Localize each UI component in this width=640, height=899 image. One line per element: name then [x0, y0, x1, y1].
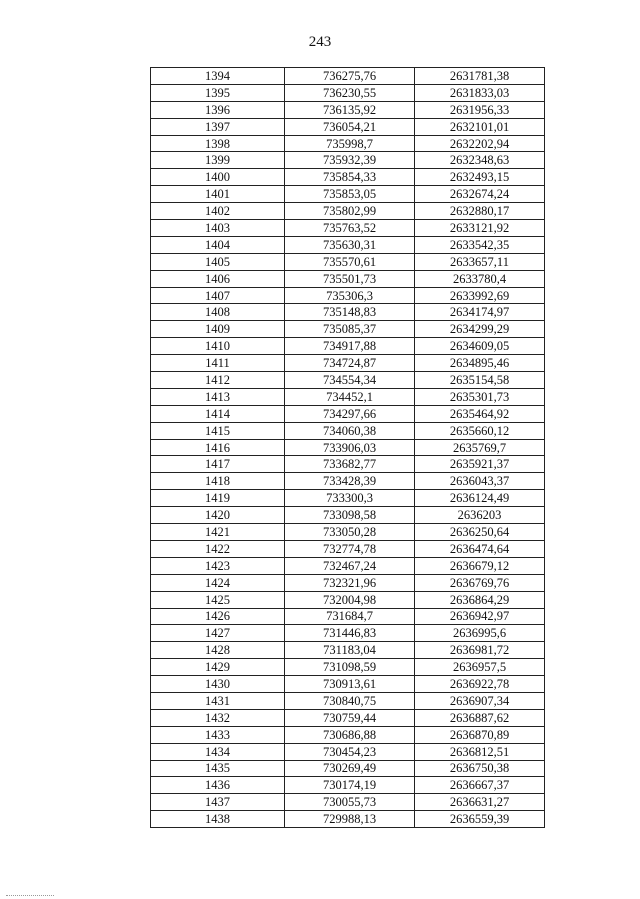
x-coordinate-cell: 735148,83 [285, 304, 415, 321]
y-coordinate-cell: 2636631,27 [415, 794, 545, 811]
y-coordinate-cell: 2632101,01 [415, 118, 545, 135]
y-coordinate-cell: 2635154,58 [415, 372, 545, 389]
point-number-cell: 1414 [151, 405, 285, 422]
x-coordinate-cell: 733906,03 [285, 439, 415, 456]
y-coordinate-cell: 2635301,73 [415, 388, 545, 405]
table-row [151, 388, 545, 405]
footer-mark [6, 895, 54, 897]
coordinates-table-body [151, 68, 545, 828]
table-row [151, 101, 545, 118]
point-number-cell: 1415 [151, 422, 285, 439]
coordinates-table [150, 67, 545, 828]
x-coordinate-cell: 735763,52 [285, 220, 415, 237]
y-coordinate-cell: 2632674,24 [415, 186, 545, 203]
x-coordinate-cell: 730840,75 [285, 692, 415, 709]
y-coordinate-cell: 2633121,92 [415, 220, 545, 237]
y-coordinate-cell: 2635921,37 [415, 456, 545, 473]
y-coordinate-cell: 2634609,05 [415, 338, 545, 355]
point-number-cell: 1411 [151, 355, 285, 372]
point-number-cell: 1402 [151, 203, 285, 220]
table-row [151, 625, 545, 642]
point-number-cell: 1401 [151, 186, 285, 203]
x-coordinate-cell: 732004,98 [285, 591, 415, 608]
point-number-cell: 1396 [151, 101, 285, 118]
table-row [151, 270, 545, 287]
point-number-cell: 1427 [151, 625, 285, 642]
point-number-cell: 1407 [151, 287, 285, 304]
point-number-cell: 1399 [151, 152, 285, 169]
y-coordinate-cell: 2633992,69 [415, 287, 545, 304]
point-number-cell: 1430 [151, 676, 285, 693]
y-coordinate-cell: 2636907,34 [415, 692, 545, 709]
x-coordinate-cell: 731183,04 [285, 642, 415, 659]
x-coordinate-cell: 735085,37 [285, 321, 415, 338]
y-coordinate-cell: 2632880,17 [415, 203, 545, 220]
x-coordinate-cell: 730759,44 [285, 709, 415, 726]
point-number-cell: 1435 [151, 760, 285, 777]
y-coordinate-cell: 2636667,37 [415, 777, 545, 794]
point-number-cell: 1436 [151, 777, 285, 794]
point-number-cell: 1422 [151, 540, 285, 557]
x-coordinate-cell: 735630,31 [285, 236, 415, 253]
y-coordinate-cell: 2636870,89 [415, 726, 545, 743]
y-coordinate-cell: 2636474,64 [415, 540, 545, 557]
table-row [151, 169, 545, 186]
x-coordinate-cell: 732467,24 [285, 557, 415, 574]
table-row [151, 642, 545, 659]
table-row [151, 135, 545, 152]
y-coordinate-cell: 2632493,15 [415, 169, 545, 186]
y-coordinate-cell: 2636750,38 [415, 760, 545, 777]
point-number-cell: 1423 [151, 557, 285, 574]
point-number-cell: 1432 [151, 709, 285, 726]
table-row [151, 760, 545, 777]
y-coordinate-cell: 2636942,97 [415, 608, 545, 625]
x-coordinate-cell: 734554,34 [285, 372, 415, 389]
y-coordinate-cell: 2636957,5 [415, 659, 545, 676]
x-coordinate-cell: 736054,21 [285, 118, 415, 135]
point-number-cell: 1421 [151, 524, 285, 541]
table-row [151, 726, 545, 743]
table-row [151, 473, 545, 490]
table-row [151, 524, 545, 541]
point-number-cell: 1395 [151, 84, 285, 101]
page-number: 243 [308, 34, 332, 50]
x-coordinate-cell: 735501,73 [285, 270, 415, 287]
table-row [151, 236, 545, 253]
point-number-cell: 1410 [151, 338, 285, 355]
table-row [151, 608, 545, 625]
y-coordinate-cell: 2631956,33 [415, 101, 545, 118]
point-number-cell: 1408 [151, 304, 285, 321]
y-coordinate-cell: 2633542,35 [415, 236, 545, 253]
point-number-cell: 1417 [151, 456, 285, 473]
x-coordinate-cell: 734060,38 [285, 422, 415, 439]
point-number-cell: 1404 [151, 236, 285, 253]
point-number-cell: 1418 [151, 473, 285, 490]
point-number-cell: 1431 [151, 692, 285, 709]
y-coordinate-cell: 2636922,78 [415, 676, 545, 693]
table-row [151, 253, 545, 270]
y-coordinate-cell: 2636559,39 [415, 811, 545, 828]
point-number-cell: 1394 [151, 68, 285, 85]
table-row [151, 692, 545, 709]
point-number-cell: 1403 [151, 220, 285, 237]
y-coordinate-cell: 2634174,97 [415, 304, 545, 321]
y-coordinate-cell: 2636981,72 [415, 642, 545, 659]
y-coordinate-cell: 2633780,4 [415, 270, 545, 287]
table-row [151, 659, 545, 676]
x-coordinate-cell: 730913,61 [285, 676, 415, 693]
y-coordinate-cell: 2635464,92 [415, 405, 545, 422]
table-row [151, 811, 545, 828]
y-coordinate-cell: 2636864,29 [415, 591, 545, 608]
table-row [151, 456, 545, 473]
point-number-cell: 1428 [151, 642, 285, 659]
table-row [151, 338, 545, 355]
point-number-cell: 1438 [151, 811, 285, 828]
point-number-cell: 1398 [151, 135, 285, 152]
x-coordinate-cell: 732321,96 [285, 574, 415, 591]
y-coordinate-cell: 2636769,76 [415, 574, 545, 591]
x-coordinate-cell: 734297,66 [285, 405, 415, 422]
x-coordinate-cell: 731684,7 [285, 608, 415, 625]
y-coordinate-cell: 2636812,51 [415, 743, 545, 760]
y-coordinate-cell: 2636995,6 [415, 625, 545, 642]
table-row [151, 203, 545, 220]
table-row [151, 321, 545, 338]
table-row [151, 794, 545, 811]
y-coordinate-cell: 2636250,64 [415, 524, 545, 541]
x-coordinate-cell: 735802,99 [285, 203, 415, 220]
x-coordinate-cell: 729988,13 [285, 811, 415, 828]
point-number-cell: 1400 [151, 169, 285, 186]
x-coordinate-cell: 733428,39 [285, 473, 415, 490]
point-number-cell: 1429 [151, 659, 285, 676]
y-coordinate-cell: 2636124,49 [415, 490, 545, 507]
point-number-cell: 1413 [151, 388, 285, 405]
y-coordinate-cell: 2632202,94 [415, 135, 545, 152]
x-coordinate-cell: 733098,58 [285, 507, 415, 524]
point-number-cell: 1426 [151, 608, 285, 625]
x-coordinate-cell: 733300,3 [285, 490, 415, 507]
table-row [151, 304, 545, 321]
table-row [151, 540, 545, 557]
x-coordinate-cell: 736275,76 [285, 68, 415, 85]
point-number-cell: 1412 [151, 372, 285, 389]
table-row [151, 777, 545, 794]
x-coordinate-cell: 733050,28 [285, 524, 415, 541]
x-coordinate-cell: 733682,77 [285, 456, 415, 473]
point-number-cell: 1406 [151, 270, 285, 287]
table-row [151, 507, 545, 524]
point-number-cell: 1437 [151, 794, 285, 811]
point-number-cell: 1416 [151, 439, 285, 456]
table-row [151, 405, 545, 422]
point-number-cell: 1425 [151, 591, 285, 608]
table-row [151, 676, 545, 693]
x-coordinate-cell: 736135,92 [285, 101, 415, 118]
table-row [151, 591, 545, 608]
x-coordinate-cell: 735998,7 [285, 135, 415, 152]
x-coordinate-cell: 731446,83 [285, 625, 415, 642]
x-coordinate-cell: 735306,3 [285, 287, 415, 304]
table-row [151, 709, 545, 726]
table-row [151, 152, 545, 169]
table-row [151, 439, 545, 456]
table-row [151, 84, 545, 101]
point-number-cell: 1433 [151, 726, 285, 743]
point-number-cell: 1420 [151, 507, 285, 524]
y-coordinate-cell: 2634299,29 [415, 321, 545, 338]
y-coordinate-cell: 2633657,11 [415, 253, 545, 270]
y-coordinate-cell: 2635660,12 [415, 422, 545, 439]
x-coordinate-cell: 735570,61 [285, 253, 415, 270]
table-row [151, 372, 545, 389]
y-coordinate-cell: 2631781,38 [415, 68, 545, 85]
point-number-cell: 1434 [151, 743, 285, 760]
y-coordinate-cell: 2636887,62 [415, 709, 545, 726]
x-coordinate-cell: 731098,59 [285, 659, 415, 676]
table-row [151, 422, 545, 439]
x-coordinate-cell: 736230,55 [285, 84, 415, 101]
table-row [151, 220, 545, 237]
point-number-cell: 1397 [151, 118, 285, 135]
x-coordinate-cell: 730055,73 [285, 794, 415, 811]
y-coordinate-cell: 2636203 [415, 507, 545, 524]
table-row [151, 68, 545, 85]
x-coordinate-cell: 735854,33 [285, 169, 415, 186]
table-row [151, 287, 545, 304]
x-coordinate-cell: 732774,78 [285, 540, 415, 557]
point-number-cell: 1419 [151, 490, 285, 507]
x-coordinate-cell: 730174,19 [285, 777, 415, 794]
y-coordinate-cell: 2634895,46 [415, 355, 545, 372]
table-row [151, 186, 545, 203]
x-coordinate-cell: 735932,39 [285, 152, 415, 169]
x-coordinate-cell: 730686,88 [285, 726, 415, 743]
x-coordinate-cell: 730454,23 [285, 743, 415, 760]
point-number-cell: 1409 [151, 321, 285, 338]
table-row [151, 574, 545, 591]
y-coordinate-cell: 2636679,12 [415, 557, 545, 574]
point-number-cell: 1424 [151, 574, 285, 591]
x-coordinate-cell: 730269,49 [285, 760, 415, 777]
table-row [151, 490, 545, 507]
table-row [151, 557, 545, 574]
x-coordinate-cell: 735853,05 [285, 186, 415, 203]
point-number-cell: 1405 [151, 253, 285, 270]
table-row [151, 743, 545, 760]
table-row [151, 118, 545, 135]
x-coordinate-cell: 734724,87 [285, 355, 415, 372]
y-coordinate-cell: 2631833,03 [415, 84, 545, 101]
x-coordinate-cell: 734452,1 [285, 388, 415, 405]
x-coordinate-cell: 734917,88 [285, 338, 415, 355]
table-row [151, 355, 545, 372]
y-coordinate-cell: 2632348,63 [415, 152, 545, 169]
y-coordinate-cell: 2635769,7 [415, 439, 545, 456]
y-coordinate-cell: 2636043,37 [415, 473, 545, 490]
